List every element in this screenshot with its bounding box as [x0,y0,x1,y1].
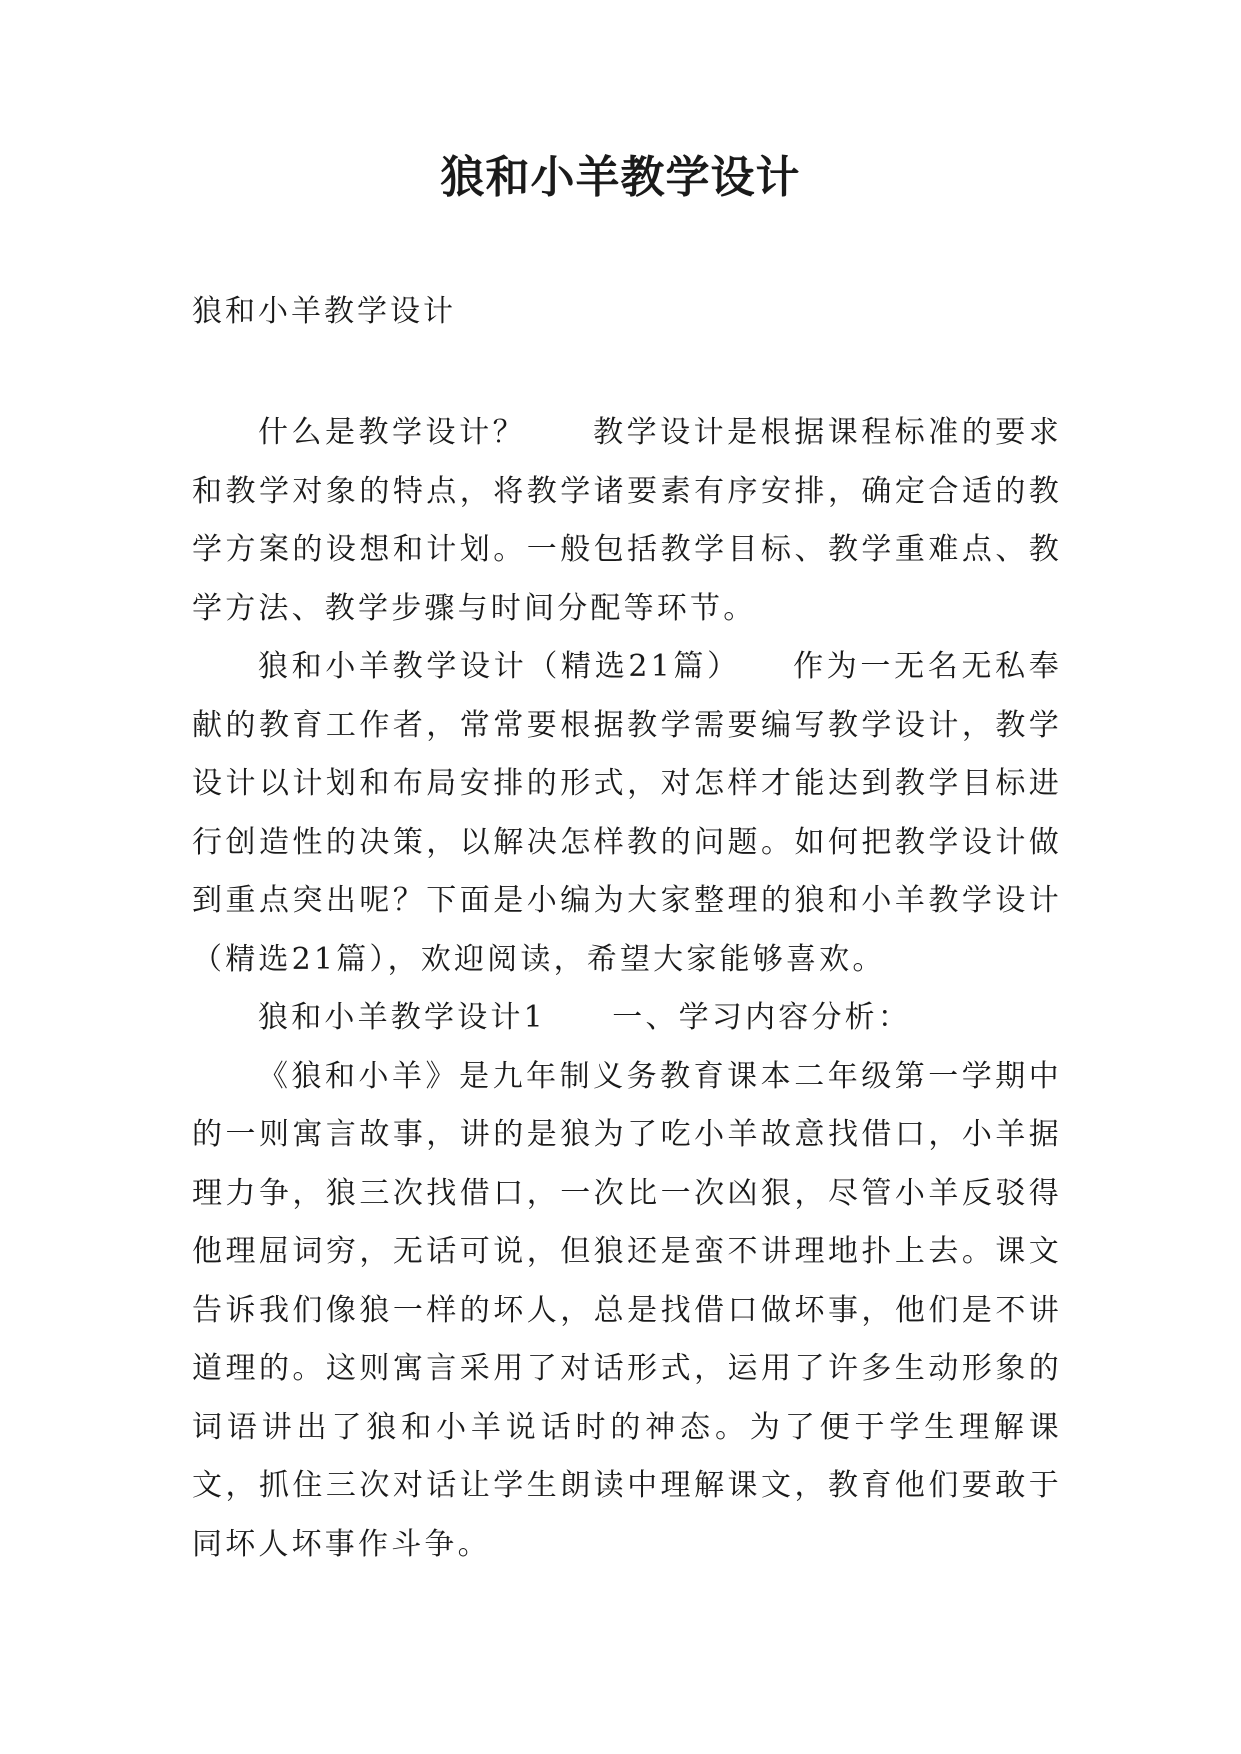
document-title: 狼和小羊教学设计 [440,152,801,203]
paragraph-section-heading: 狼和小羊教学设计1 一、学习内容分析： [258,1000,912,1035]
paragraph-what-is-design: 什么是教学设计？ 教学设计是根据课程标准的要求和教学对象的特点，将教学诸要素有序安排，确定合适的教学方案的设想和计划。一般包括教学目标、教学重难点、教学方法、教学步骤与时间分配等环节。 [192,415,1062,626]
paragraph-intro: 狼和小羊教学设计（精选21篇） 作为一无名无私奉献的教育工作者，常常要根据教学需要编写教学设计，教学设计以计划和布局安排的形式，对怎样才能达到教学目标进行创造性的决策，以解决怎样教的问题。如何把教学设计做到重点突出呢？下面是小编为大家整理的狼和小羊教学设计（精选21篇），欢迎阅读，希望大家能够喜欢。 [192,649,1062,977]
document-subtitle: 狼和小羊教学设计 [192,294,456,329]
paragraph-content-analysis: 《狼和小羊》是九年制义务教育课本二年级第一学期中的一则寓言故事，讲的是狼为了吃小羊故意找借口，小羊据理力争，狼三次找借口，一次比一次凶狠，尽管小羊反驳得他理屈词穷，无话可说，但狼还是蛮不讲理地扑上去。课文告诉我们像狼一样的坏人，总是找借口做坏事，他们是不讲道理的。这则寓言采用了对话形式，运用了许多生动形象的词语讲出了狼和小羊说话时的神态。为了便于学生理解课文，抓住三次对话让学生朗读中理解课文，教育他们要敢于同坏人坏事作斗争。 [192,1058,1062,1562]
document-body [192,404,1062,1574]
